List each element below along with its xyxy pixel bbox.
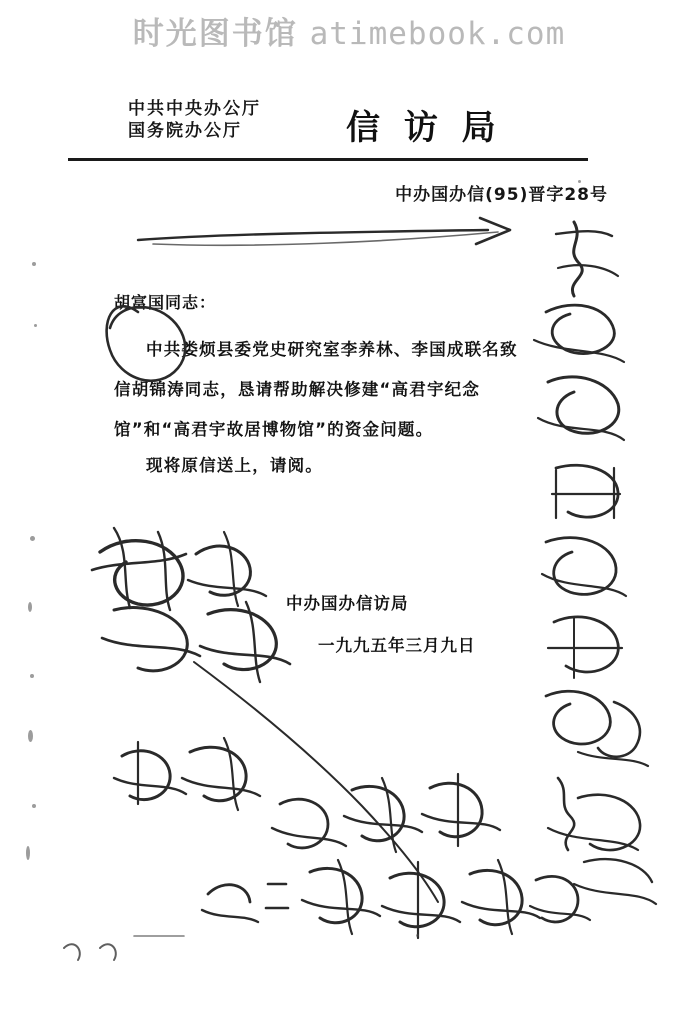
scanned-document-page: [18, 62, 680, 1002]
scan-speck: [578, 180, 581, 183]
scan-speck: [28, 602, 32, 612]
salutation: 胡富国同志：: [114, 293, 217, 312]
signing-date: 一九九五年三月九日: [318, 636, 476, 655]
body-paragraph-2: 现将原信送上，请阅。: [146, 456, 323, 475]
scan-speck: [30, 536, 35, 541]
body-paragraph-1: 中共娄烦县委党史研究室李养林、李国成联名致信胡锦涛同志，恳请帮助解决修建“高君宇纪念馆”和“高君宇故居博物馆”的资金问题。: [114, 340, 518, 439]
document-masthead: [78, 94, 598, 166]
scan-speck: [28, 730, 33, 742]
signing-office: 中办国办信访局: [286, 594, 409, 613]
org-line-1: 中共中央办公厅: [128, 99, 261, 119]
watermark-chinese: 时光图书馆: [132, 16, 298, 52]
org-line-2: 国务院办公厅: [128, 121, 242, 141]
document-number: 中办国办信(95)晋字28号: [395, 185, 608, 205]
scan-speck: [26, 846, 30, 860]
scan-speck: [30, 674, 34, 678]
scan-speck: [32, 262, 36, 266]
site-watermark: [0, 8, 698, 53]
watermark-english: atimebook.com: [309, 16, 566, 52]
masthead-divider: [68, 158, 588, 161]
scan-speck: [32, 804, 36, 808]
issuing-organizations: [128, 98, 338, 142]
scan-speck: [34, 324, 37, 327]
scan-speck: [416, 934, 419, 937]
department-title: 信 访 局: [346, 108, 502, 148]
